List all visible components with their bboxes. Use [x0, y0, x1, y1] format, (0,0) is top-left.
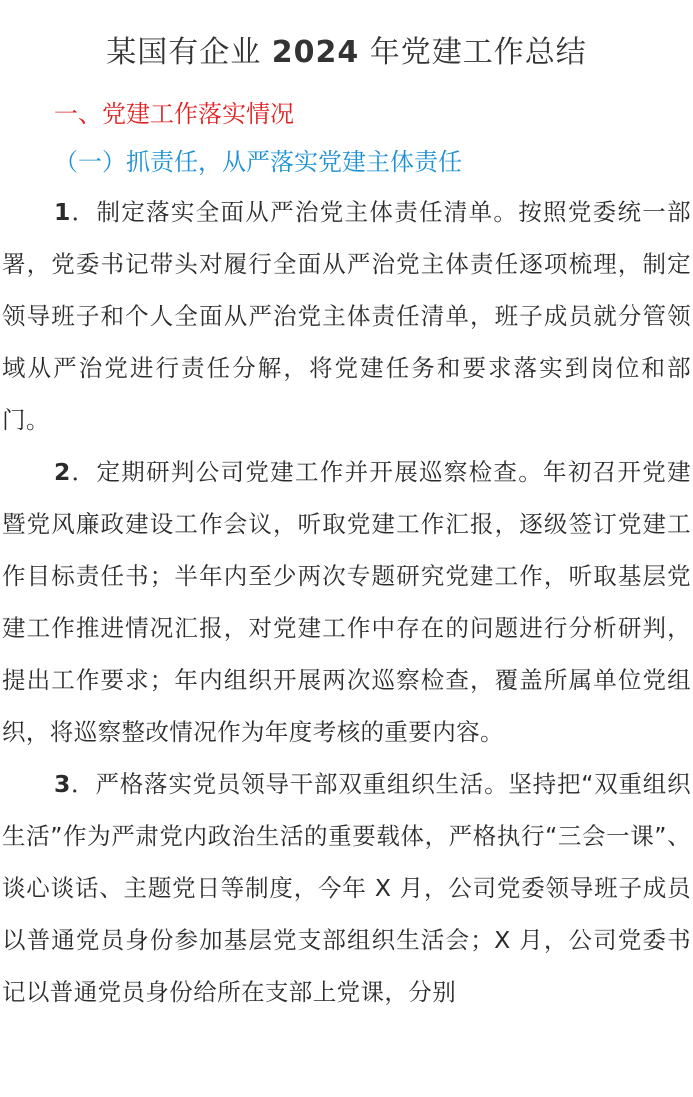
paragraph-3: [2, 758, 691, 1018]
paragraph-2-index: 2: [54, 458, 71, 486]
section-heading-1: 一、党建工作落实情况: [54, 100, 294, 128]
paragraph-3-text: ．严格落实党员领导干部双重组织生活。坚持把“双重组织生活”作为严肃党内政治生活的重要载体，严格执行“三会一课”、谈心谈话、主题党日等制度，今年 X 月，公司党委领导班子成员以普通党员身份参加基层党支部组织生活会；X 月，公司党委书记以普通党员身份给所在支部上党课，分别: [2, 770, 691, 1006]
subsection-heading-1: （一）抓责任，从严落实党建主体责任: [54, 148, 462, 176]
title-suffix: 年党建工作总结: [369, 35, 587, 70]
paragraph-3-index: 3: [54, 770, 71, 798]
title-prefix: 某国有企业: [106, 35, 262, 70]
paragraph-1: [2, 186, 691, 446]
paragraph-1-text: ．制定落实全面从严治党主体责任清单。按照党委统一部署，党委书记带头对履行全面从严治党主体责任逐项梳理，制定领导班子和个人全面从严治党主体责任清单，班子成员就分管领域从严治党进行责任分解，将党建任务和要求落实到岗位和部门。: [2, 198, 691, 434]
paragraph-2: [2, 446, 691, 758]
paragraph-2-text: ．定期研判公司党建工作并开展巡察检查。年初召开党建暨党风廉政建设工作会议，听取党建工作汇报，逐级签订党建工作目标责任书；半年内至少两次专题研究党建工作，听取基层党建工作推进情况汇报，对党建工作中存在的问题进行分析研判，提出工作要求；年内组织开展两次巡察检查，覆盖所属单位党组织，将巡察整改情况作为年度考核的重要内容。: [2, 458, 691, 746]
paragraph-1-index: 1: [54, 198, 71, 226]
title-year: 2024: [271, 35, 360, 70]
document-title: [2, 0, 691, 76]
